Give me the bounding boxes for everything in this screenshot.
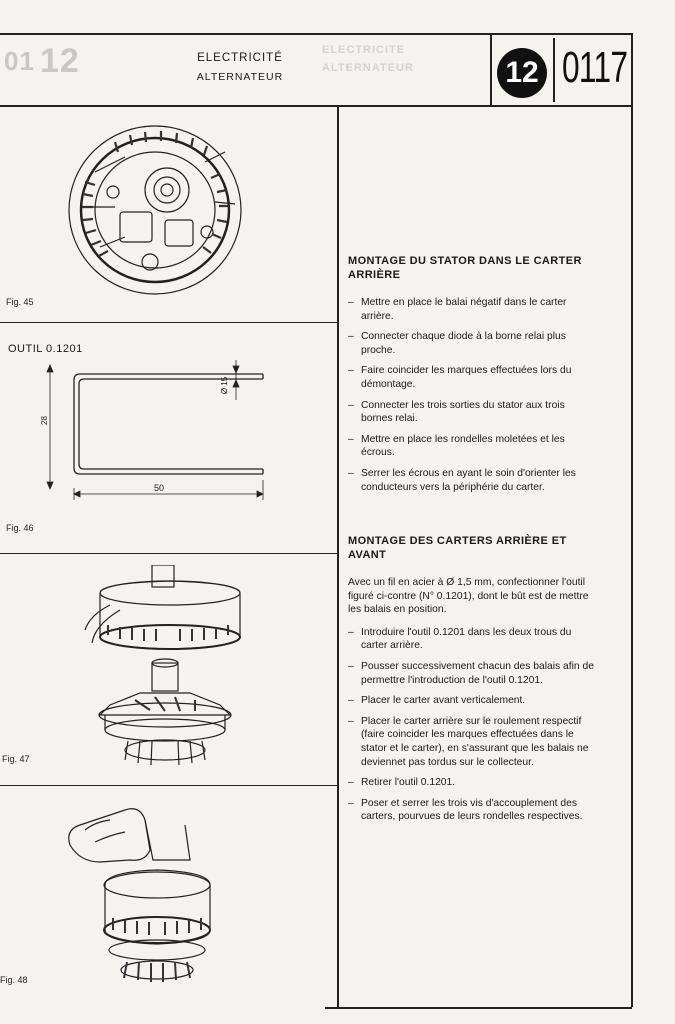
fig46-dim-height: 28 [39,416,49,425]
tool-label: OUTIL 0.1201 [8,343,83,355]
section1-list [348,296,596,494]
bleed-through-left-badge: 12 [40,42,80,80]
fig46-dim-width: 50 [154,483,165,493]
section2-intro: Avec un fil en acier à Ø 1,5 mm, confectionner l'outil figuré ci-contre (N° 0.1201), dont le bût est de mettre les balais en position. [348,577,589,616]
page-number: 0117 [562,43,628,92]
bleed-through-subheader: ALTERNATEUR [322,62,414,74]
fig47-exploded-alternator-illustration [80,565,260,770]
header-subtitle: ALTERNATEUR [196,71,284,83]
fig47-caption: Fig. 47 [2,754,30,764]
list-item: – Placer le carter avant verticalement. [348,695,526,707]
list-item: – Pousser successivement chacun des balais afin de permettre l'introduction de l'outil 0.1201. [348,660,594,686]
section2 [348,534,596,831]
fig45-alternator-rear-illustration [55,112,255,302]
section2-list [348,626,596,824]
fig46-dim-diameter: Ø 15 [220,376,230,395]
list-item: – Connecter chaque diode à la borne relai plus proche. [348,331,566,356]
list-item: – Introduire l'outil 0.1201 dans les deux trous du carter arrière. [348,626,572,652]
section2-title: MONTAGE DES CARTERS ARRIÈRE ET AVANT [348,535,567,561]
figure-row-rule-1 [0,322,337,323]
bleed-through-header: ELECTRICITE [322,44,406,56]
header-badge-divider [553,38,555,102]
figure-row-rule-2 [0,553,337,554]
column-divider [337,105,339,1007]
list-item: – Retirer l'outil 0.1201. [348,777,456,789]
header-top-rule [0,33,632,35]
section1 [348,254,596,501]
list-item: – Faire coincider les marques effectuées lors du démontage. [348,365,572,390]
list-item: – Connecter les trois sorties du stator aux trois bornes relai. [348,399,565,425]
figure-row-rule-3 [0,785,337,786]
fig48-caption: Fig. 48 [0,975,28,985]
list-item: – Mettre en place les rondelles moletées et les écrous. [348,433,565,459]
list-item: – Poser et serrer les trois vis d'accouplement des carters, pourvues de leurs rondelles respectives. [348,797,583,823]
list-item: – Mettre en place le balai négatif dans le carter arrière. [348,297,567,322]
fig45-caption: Fig. 45 [6,297,34,307]
page-bottom-rule [325,1007,632,1009]
bleed-through-left-num: 01 [4,46,35,76]
section1-title: MONTAGE DU STATOR DANS LE CARTER ARRIÈRE [348,255,582,281]
header-divider [490,33,492,106]
page-right-border [631,33,633,1007]
list-item: – Placer le carter arrière sur le roulement respectif (faire coincider les marques effectuées dans le stator et le carter), en s'assurant que les balais ne deviennet pas tordus sur le collecteur. [348,715,589,768]
fig46-caption: Fig. 46 [6,523,34,533]
header-title: ELECTRICITÉ [197,52,283,64]
header-bottom-rule [0,105,632,107]
fig48-alternator-with-tool-illustration [65,800,245,985]
chapter-badge: 12 [497,48,547,98]
list-item: – Serrer les écrous en ayant le soin d'orienter les conducteurs vers la périphérie du carter. [348,467,576,493]
